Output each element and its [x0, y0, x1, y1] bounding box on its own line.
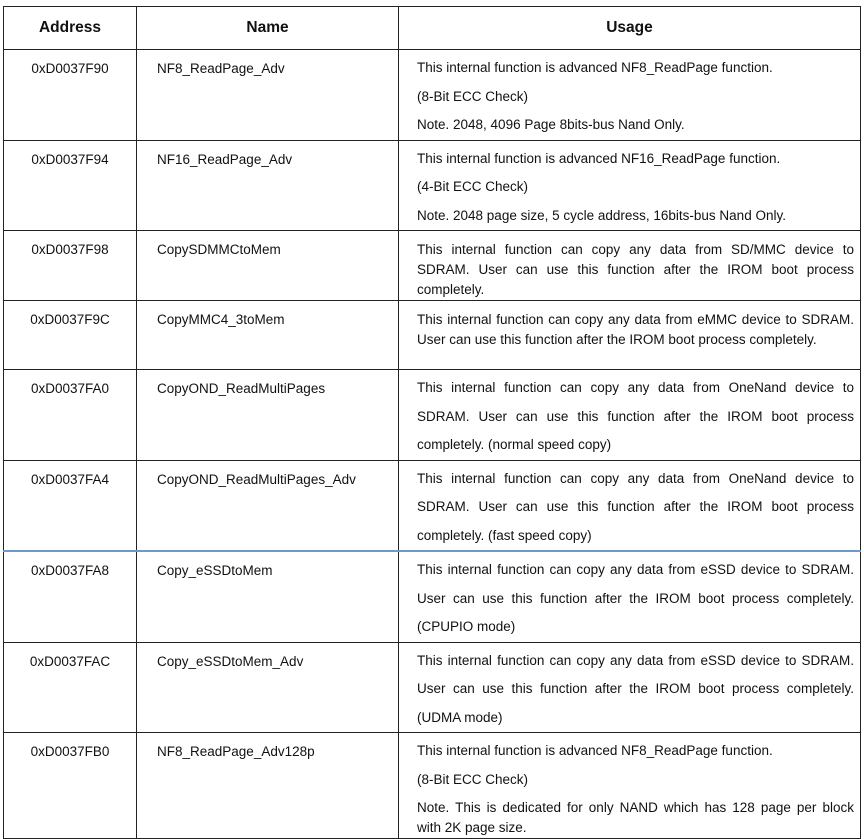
- usage-line: (4-Bit ECC Check): [417, 179, 529, 194]
- usage-text: This internal function can copy any data from SD/MMC device to SDRAM. User can use this function after the IROM boot process completely.: [417, 242, 854, 297]
- function-table-container: [3, 6, 860, 839]
- table-row: [4, 301, 861, 370]
- usage-line: Note. 2048, 4096 Page 8bits-bus Nand Only.: [417, 117, 685, 132]
- irom-function-table: [3, 6, 861, 839]
- name-cell: CopyMMC4_3toMem: [137, 301, 399, 370]
- table-header-row: [4, 7, 861, 50]
- table-row: [4, 50, 861, 141]
- usage-cell: [399, 551, 861, 642]
- usage-cell: [399, 50, 861, 141]
- address-cell: 0xD0037FB0: [4, 733, 137, 839]
- name-cell: Copy_eSSDtoMem_Adv: [137, 642, 399, 733]
- address-cell: 0xD0037F98: [4, 231, 137, 301]
- header-address: Address: [4, 7, 137, 50]
- table-row: [4, 140, 861, 231]
- name-cell: CopyOND_ReadMultiPages_Adv: [137, 460, 399, 551]
- usage-text: This internal function can copy any data from OneNand device to SDRAM. User can use this function after the IROM boot process completely. (fast speed copy): [417, 470, 854, 543]
- usage-cell: [399, 231, 861, 301]
- usage-line: This internal function is advanced NF16_ReadPage function.: [417, 150, 781, 166]
- address-cell: 0xD0037FA0: [4, 370, 137, 461]
- table-row: [4, 370, 861, 461]
- usage-line: This internal function is advanced NF8_ReadPage function.: [417, 743, 773, 758]
- table-row: [4, 551, 861, 642]
- header-usage: Usage: [399, 7, 861, 50]
- usage-cell: [399, 370, 861, 461]
- usage-line: (8-Bit ECC Check): [417, 88, 529, 104]
- usage-line: This internal function is advanced NF8_ReadPage function.: [417, 60, 773, 75]
- address-cell: 0xD0037F90: [4, 50, 137, 141]
- table-row: [4, 642, 861, 733]
- usage-line: (8-Bit ECC Check): [417, 771, 529, 787]
- address-cell: 0xD0037F9C: [4, 301, 137, 370]
- table-row: [4, 231, 861, 301]
- usage-line: Note. This is dedicated for only NAND which has 128 page per block with 2K page size.: [417, 800, 854, 835]
- usage-text: This internal function can copy any data from eSSD device to SDRAM. User can use this function after the IROM boot process completely. (CPUPIO mode): [417, 562, 854, 634]
- usage-cell: [399, 733, 861, 839]
- address-cell: 0xD0037F94: [4, 140, 137, 231]
- name-cell: NF16_ReadPage_Adv: [137, 140, 399, 231]
- name-cell: Copy_eSSDtoMem: [137, 551, 399, 642]
- name-cell: NF8_ReadPage_Adv128p: [137, 733, 399, 839]
- usage-cell: [399, 642, 861, 733]
- address-cell: 0xD0037FAC: [4, 642, 137, 733]
- address-cell: 0xD0037FA8: [4, 551, 137, 642]
- name-cell: CopyOND_ReadMultiPages: [137, 370, 399, 461]
- usage-text: This internal function can copy any data from OneNand device to SDRAM. User can use this function after the IROM boot process completely. (normal speed copy): [417, 380, 854, 452]
- table-row: [4, 460, 861, 551]
- usage-cell: [399, 460, 861, 551]
- table-row: [4, 733, 861, 839]
- header-name: Name: [137, 7, 399, 50]
- name-cell: CopySDMMCtoMem: [137, 231, 399, 301]
- usage-text: This internal function can copy any data from eSSD device to SDRAM. User can use this function after the IROM boot process completely. (UDMA mode): [417, 652, 854, 725]
- usage-cell: [399, 140, 861, 231]
- usage-cell: [399, 301, 861, 370]
- usage-text: This internal function can copy any data from eMMC device to SDRAM. User can use this function after the IROM boot process completely.: [417, 312, 854, 347]
- name-cell: NF8_ReadPage_Adv: [137, 50, 399, 141]
- usage-line: Note. 2048 page size, 5 cycle address, 16bits-bus Nand Only.: [417, 207, 786, 223]
- address-cell: 0xD0037FA4: [4, 460, 137, 551]
